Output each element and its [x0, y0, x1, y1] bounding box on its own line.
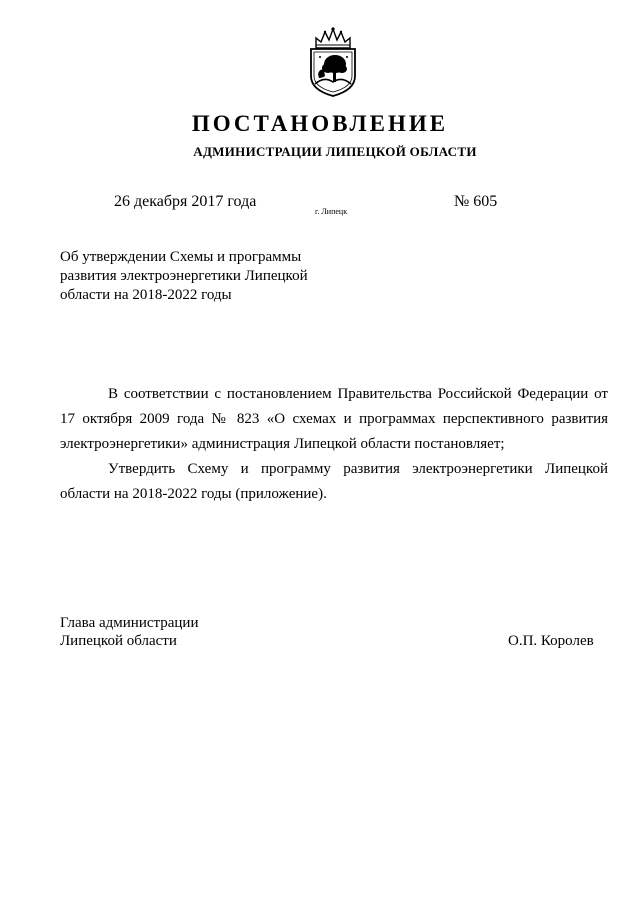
- body-paragraph-resolution: Утвердить Схему и программу развития электроэнергетики Липецкой области на 2018-2022 годы (приложение).: [60, 461, 608, 502]
- signature-position-line: Глава администрации: [60, 615, 199, 631]
- signature-position: [60, 614, 198, 650]
- subject-line: области на 2018-2022 годы: [60, 287, 232, 303]
- document-body: [60, 382, 608, 507]
- signature-position-line: Липецкой области: [60, 633, 177, 649]
- document-subtitle: АДМИНИСТРАЦИИ ЛИПЕЦКОЙ ОБЛАСТИ: [193, 144, 477, 159]
- subject-line: Об утверждении Схемы и программы: [60, 249, 302, 265]
- document-place: г. Липецк: [315, 207, 348, 216]
- document-date: 26 декабря 2017 года: [114, 193, 257, 210]
- document-title: ПОСТАНОВЛЕНИЕ: [191, 111, 449, 136]
- body-paragraph-preamble: В соответствии с постановлением Правительства Российской Федерации от 17 октября 2009 года № 823 «О схемах и программах перспективного развития электроэнергетики» администрация Липецкой области постановляет;: [60, 386, 608, 452]
- document-subject: [60, 248, 330, 305]
- coat-of-arms-icon: [302, 26, 364, 98]
- signature-name: О.П. Королев: [508, 633, 594, 649]
- subject-line: развития электроэнергетики Липецкой: [60, 268, 308, 284]
- document-number: № 605: [454, 193, 498, 210]
